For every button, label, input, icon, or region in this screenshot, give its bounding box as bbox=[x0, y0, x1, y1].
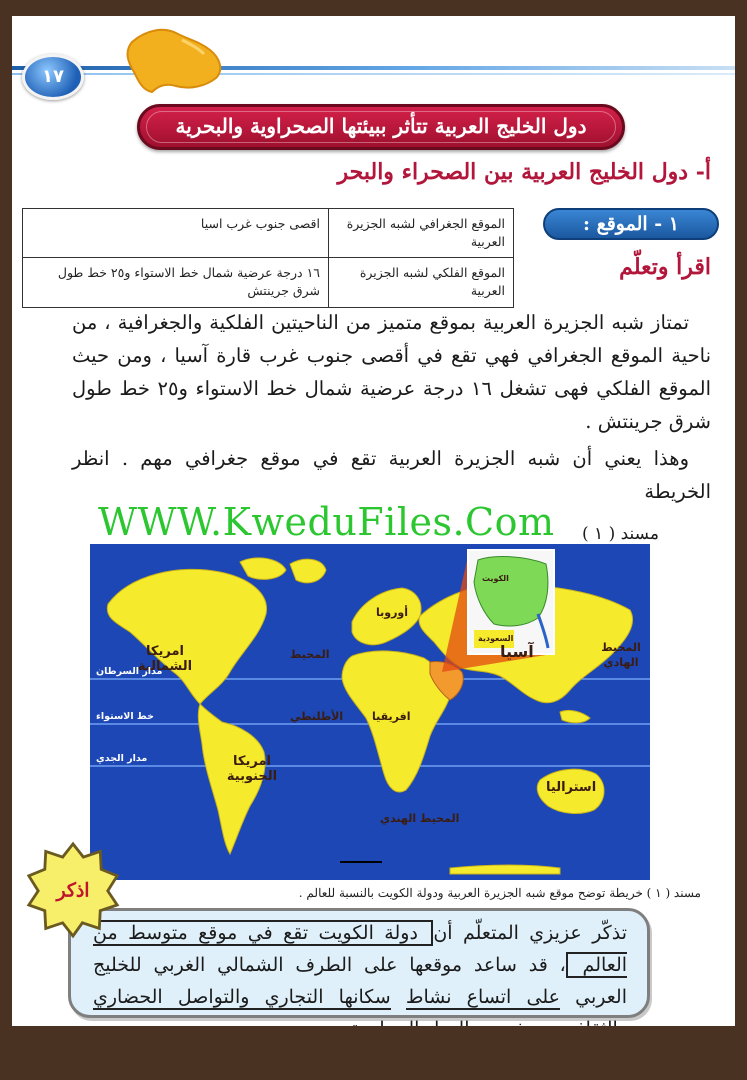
remember-highlight-boxed: دولة الكويت تقع في موقع متوسط من العالم bbox=[93, 922, 628, 976]
frame-bottom bbox=[0, 1026, 747, 1080]
label-saudi: السعودية bbox=[478, 634, 514, 643]
frame-top bbox=[0, 0, 747, 16]
table-value-geographic: اقصى جنوب غرب اسيا bbox=[23, 209, 329, 258]
label-australia: استراليا bbox=[546, 780, 597, 795]
remember-line2-start: ساعد موقعها على الطرف الشمالي الغربي للخليج العربي bbox=[93, 954, 627, 1008]
table-value-astronomical: ١٦ درجة عرضية شمال خط الاستواء و٢٥ خط طول شرق جرينتش bbox=[23, 258, 329, 307]
table-row bbox=[23, 258, 514, 307]
label-atlantic-1: المحيط bbox=[290, 648, 330, 661]
paragraph-1: تمتاز شبه الجزيرة العربية بموقع متميز من الناحيتين الفلكية والجغرافية ، من ناحية الموقع الجغرافي فهي تقع في أقصى جنوب غرب قارة آسيا ، ومن حيث الموقع الفلكي فهى تشغل ١٦ درجة عرضية شمال خط الاستواء و٢٥ خط طول شرق جرينتش . bbox=[72, 311, 712, 433]
remember-badge-label: اذكر bbox=[56, 879, 90, 902]
read-and-learn-heading: اقرأ وتعلّم bbox=[619, 254, 711, 280]
label-tropic-of-capricorn: مدار الجدي bbox=[96, 753, 148, 764]
map-caption: مسند ( ١ ) خريطة توضح موقع شبه الجزيرة العربية ودولة الكويت بالنسبة للعالم . bbox=[298, 886, 701, 900]
label-north-america: امريكا الشمالية bbox=[137, 644, 193, 674]
frame-right bbox=[735, 0, 747, 1080]
label-europe: أوروبا bbox=[376, 606, 409, 619]
world-map-drawing bbox=[90, 544, 650, 880]
label-south-america: امريكا الجنوبية bbox=[226, 754, 278, 784]
label-africa: افريقيا bbox=[372, 710, 411, 723]
banner-title: دول الخليج العربية تتأثر ببيئتها الصحراوية والبحرية bbox=[175, 114, 587, 138]
watermark-text: WWW.KweduFiles.Com bbox=[98, 500, 555, 544]
remember-line1-start: تذكّر عزيزي المتعلّم أن bbox=[433, 922, 627, 944]
map-reference: مسند ( ١ ) bbox=[582, 524, 659, 544]
frame-left bbox=[0, 0, 12, 1080]
label-tropic-of-cancer: مدار السرطان bbox=[96, 666, 163, 677]
table-key-geographic: الموقع الجغرافي لشبه الجزيرة العربية bbox=[329, 209, 514, 258]
table-key-astronomical: الموقع الفلكي لشبه الجزيرة العربية bbox=[329, 258, 514, 307]
page-number: ١٧ bbox=[22, 54, 84, 100]
remember-star-badge-icon bbox=[26, 842, 120, 936]
remember-line3-underlined: سكانها التجاري والتواصل الحضاري bbox=[93, 986, 627, 1042]
section-subtitle: أ- دول الخليج العربية بين الصحراء والبحر bbox=[337, 159, 711, 185]
body-text bbox=[72, 306, 711, 512]
title-banner bbox=[137, 104, 625, 150]
remember-box bbox=[68, 908, 650, 1018]
remember-line2-underlined: على اتساع نشاط bbox=[405, 986, 560, 1008]
label-kuwait: الكويت bbox=[482, 574, 509, 583]
label-atlantic-2: الأطلنطي bbox=[290, 710, 344, 723]
label-equator: خط الاستواء bbox=[96, 711, 154, 722]
location-info-table bbox=[22, 208, 514, 308]
label-indian-ocean: المحيط الهندي bbox=[380, 812, 460, 825]
arabian-peninsula-decoration-icon bbox=[112, 20, 232, 100]
world-map bbox=[90, 544, 650, 880]
remember-line1-end: ، قد bbox=[528, 954, 566, 976]
table-row bbox=[23, 209, 514, 258]
textbook-page bbox=[12, 16, 735, 1026]
location-heading-pill: ١ - الموقع : bbox=[543, 208, 719, 240]
label-pacific-ocean: المحيط الهادي bbox=[601, 641, 641, 669]
paragraph-2: وهذا يعني أن شبه الجزيرة العربية تقع في موقع جغرافي مهم . انظر الخريطة bbox=[72, 447, 711, 503]
label-asia: آسيا bbox=[500, 642, 534, 661]
